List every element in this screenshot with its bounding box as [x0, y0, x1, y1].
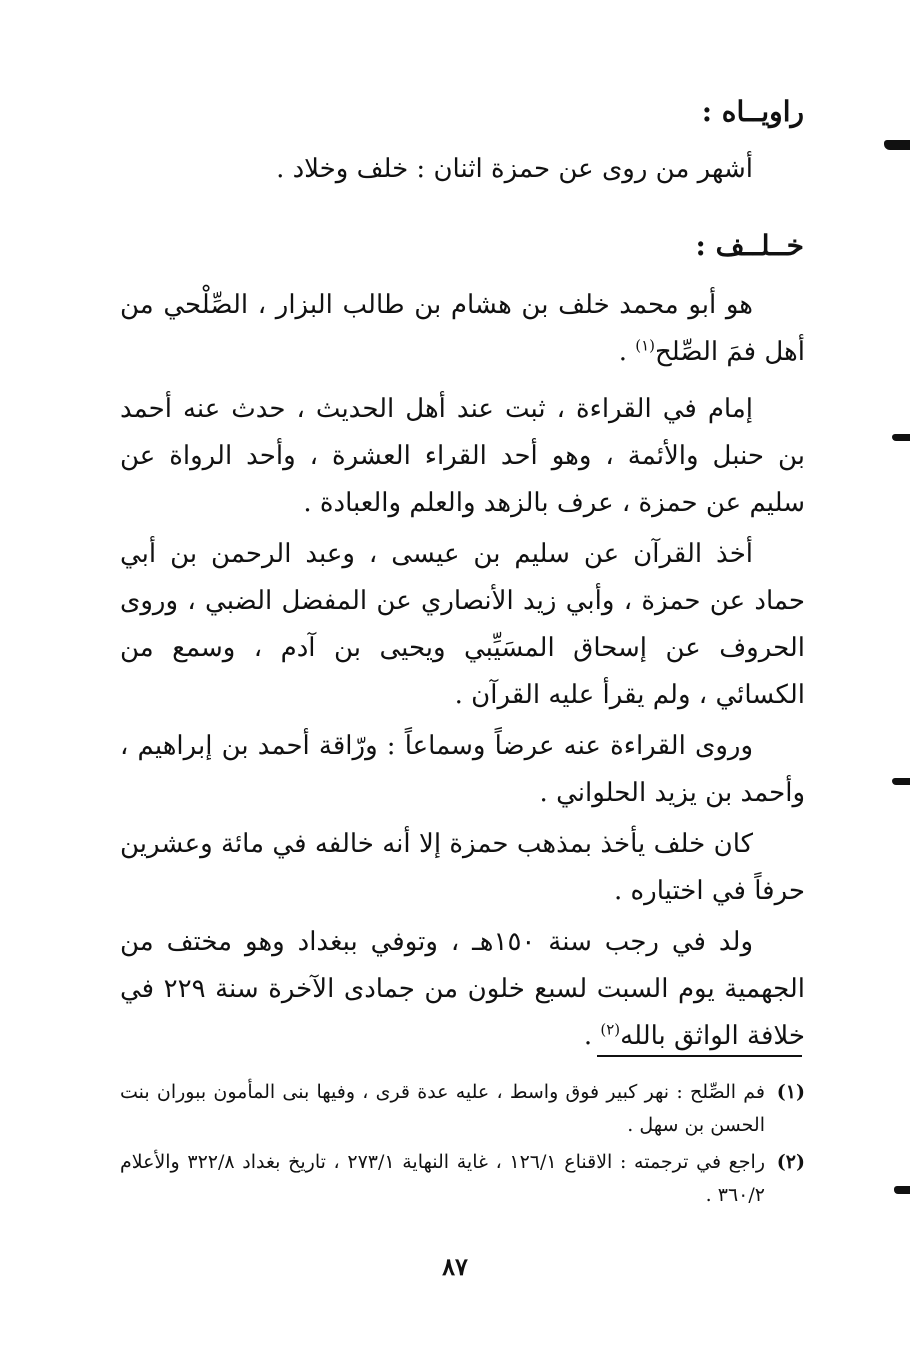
footnote-text: فم الصِّلح : نهر كبير فوق واسط ، عليه عدة قرى ، وفيها بنى المأمون ببوران بنت الحسن بن سهل . [120, 1081, 765, 1136]
margin-mark-4 [894, 1186, 910, 1194]
margin-mark-3 [892, 778, 910, 785]
paragraph-rawiyah: أشهر من روى عن حمزة اثنان : خلف وخلاد . [276, 154, 753, 184]
footnote-1 [120, 1076, 805, 1142]
footnote-divider [597, 1055, 802, 1057]
footnote-number: (١) [776, 1081, 805, 1103]
footnotes [120, 1076, 805, 1212]
section-heading-rawiyah: راويــاه : [701, 95, 804, 128]
khalaf-body [120, 282, 805, 1060]
paragraph-khalaf-birth-death-text: ولد في رجب سنة ١٥٠هـ ، وتوفي ببغداد وهو مختف من الجهمية يوم السبت لسبع خلون من جمادى الآخرة سنة ٢٢٩ في خلافة الواثق بالله [120, 927, 805, 1051]
footnote-text: راجع في ترجمته : الاقناع ١٢٦/١ ، غاية النهاية ٢٧٣/١ ، تاريخ بغداد ٣٢٢/٨ والأعلام ٣٦٠/٢ . [120, 1151, 765, 1206]
margin-mark-1 [884, 140, 910, 150]
paragraph-khalaf-teachers: أخذ القرآن عن سليم بن عيسى ، وعبد الرحمن بن أبي حماد عن حمزة ، وأبي زيد الأنصاري عن المفضل الضبي ، وروى الحروف عن إسحاق المسَيِّبي ويحيى بن آدم ، وسمع من الكسائي ، ولم يقرأ عليه القرآن . [120, 539, 806, 710]
paragraph-khalaf-narrators: وروى القراءة عنه عرضاً وسماعاً : ورّاقة أحمد بن إبراهيم ، وأحمد بن يزيد الحلواني . [120, 731, 805, 808]
paragraph-khalaf-birth-death-end: . [583, 1021, 601, 1051]
section-heading-khalaf: خــلــف : [695, 229, 804, 262]
footnote-ref-2: (٢) [600, 1020, 621, 1039]
paragraph-khalaf-intro [120, 282, 805, 376]
paragraph-khalaf-ikhtiyar: كان خلف يأخذ بمذهب حمزة إلا أنه خالفه في مائة وعشرين حرفاً في اختياره . [120, 829, 805, 906]
paragraph-khalaf-intro-text: هو أبو محمد خلف بن هشام بن طالب البزار ، الصِّلْحي من أهل فمَ الصِّلح [120, 290, 805, 367]
page-number: ٨٧ [442, 1252, 468, 1281]
footnote-number: (٢) [776, 1151, 805, 1173]
footnote-ref-1: (١) [635, 336, 656, 355]
footnote-2 [120, 1146, 805, 1212]
paragraph-khalaf-birth-death [120, 919, 805, 1060]
margin-mark-2 [892, 434, 910, 441]
paragraph-khalaf-intro-end: . [618, 337, 636, 367]
paragraph-khalaf-imam: إمام في القراءة ، ثبت عند أهل الحديث ، حدث عنه أحمد بن حنبل والأئمة ، وهو أحد القراء العشرة ، وأحد الرواة عن سليم عن حمزة ، عرف بالزهد والعلم والعبادة . [120, 394, 805, 518]
